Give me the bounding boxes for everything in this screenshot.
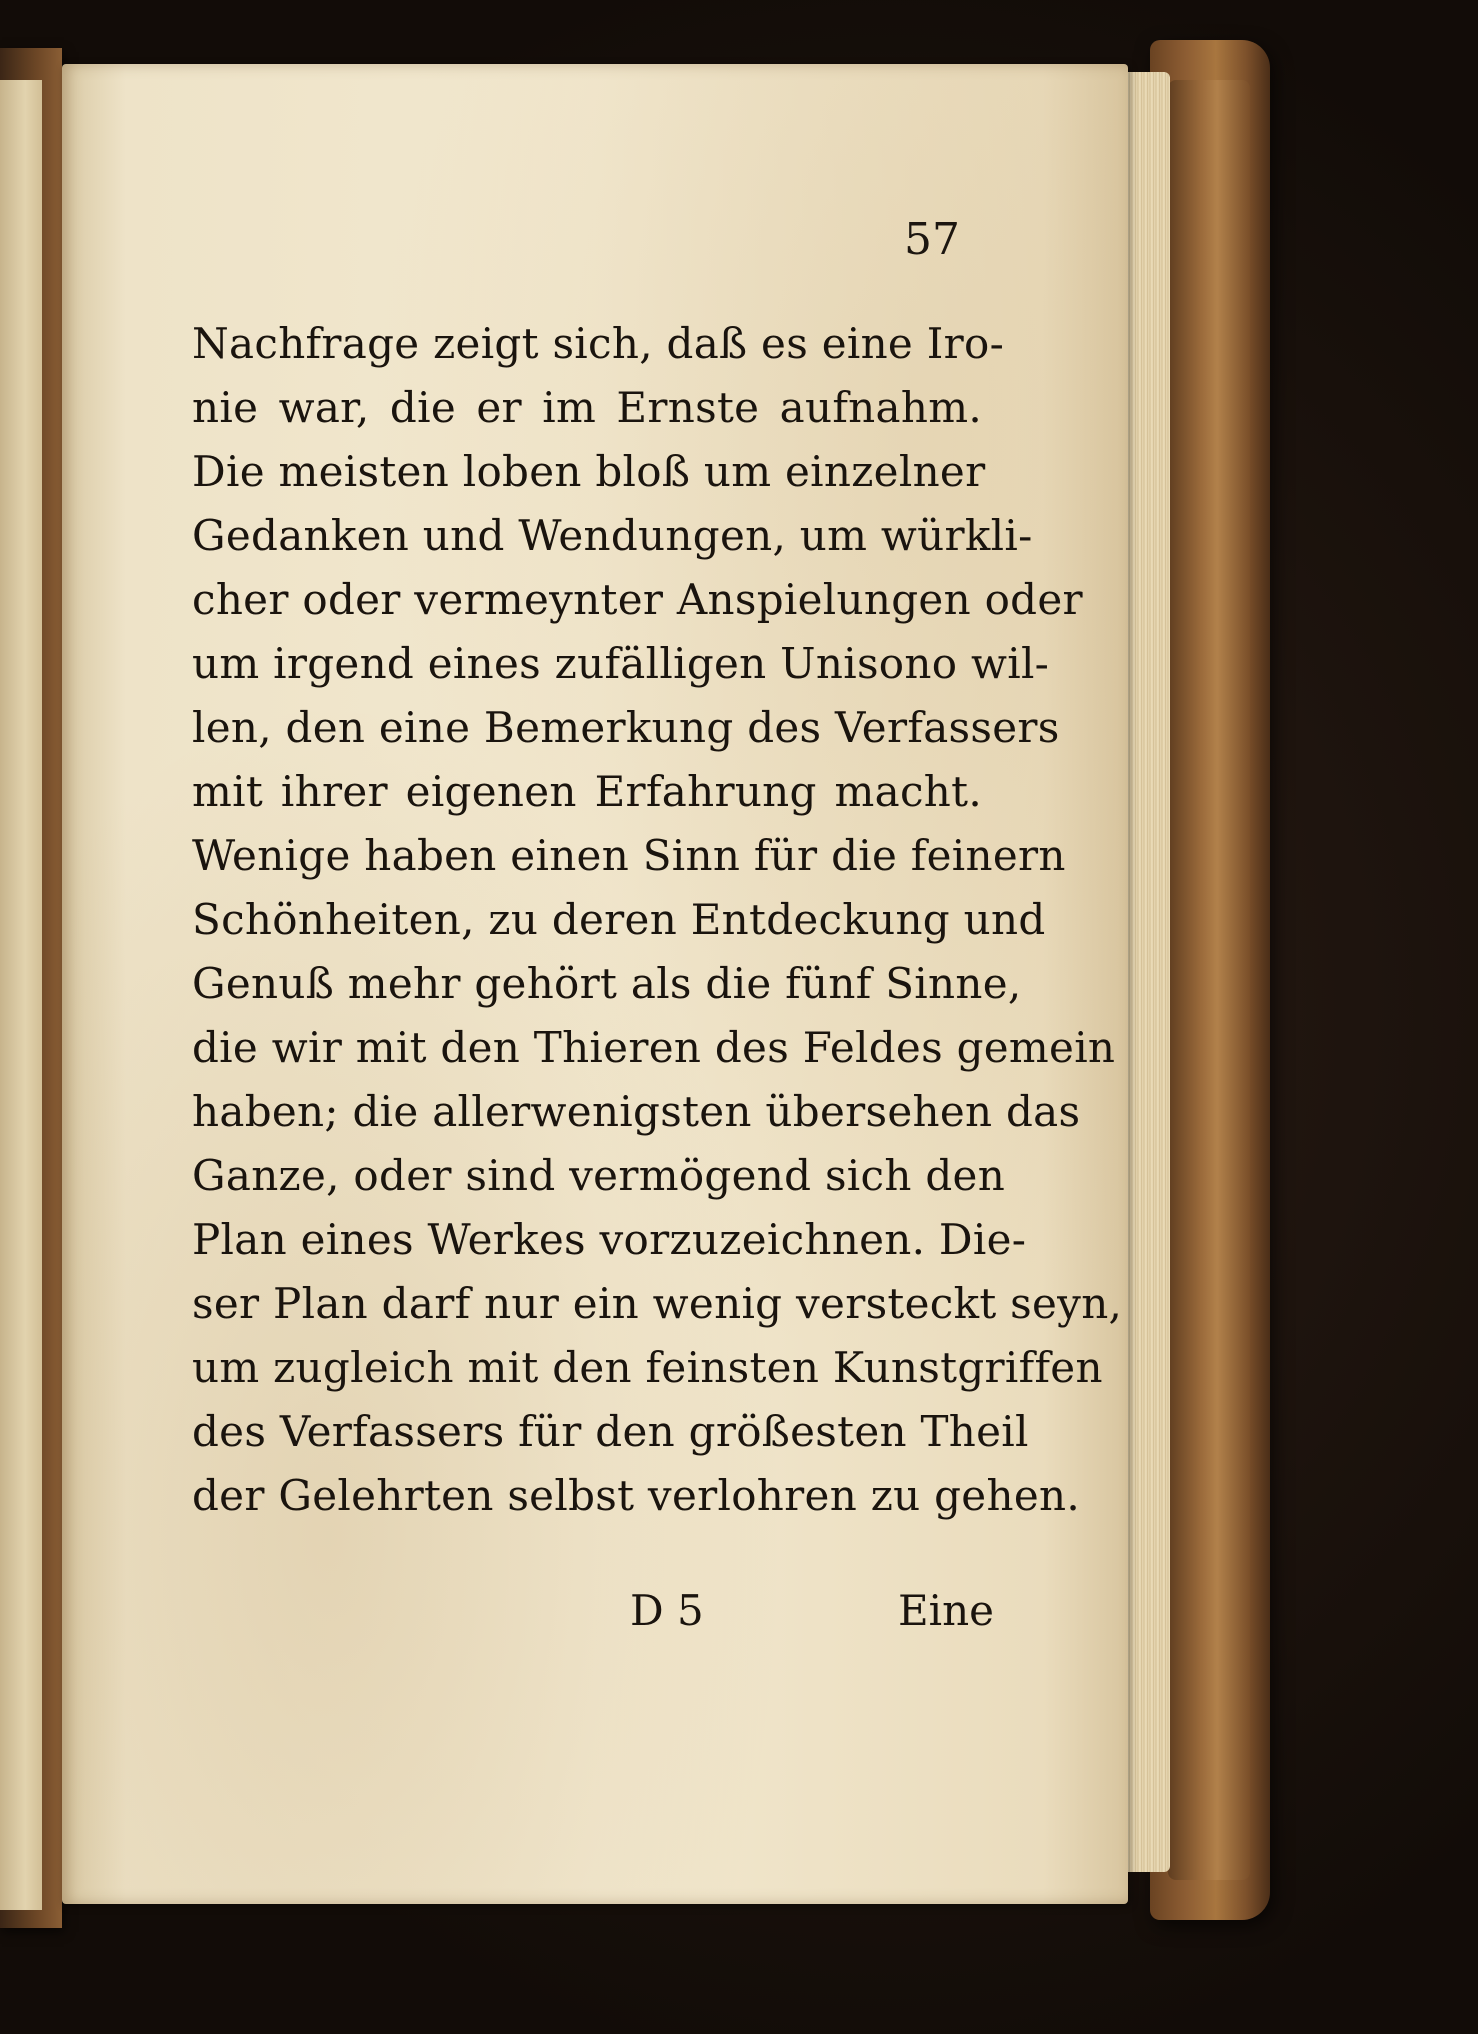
text-line: Nachfrage zeigt sich, daß es eine Iro- (192, 319, 1005, 368)
page-number: 57 (904, 214, 960, 265)
text-line: Schönheiten, zu deren Entdeckung und (192, 895, 1046, 944)
catchword: Eine (898, 1586, 994, 1635)
text-line: Genuß mehr gehört als die fünf Sinne, (192, 959, 1022, 1008)
text-line: der Gelehrten selbst verlohren zu gehen. (192, 1471, 1080, 1520)
text-line: Wenige haben einen Sinn für die feinern (192, 831, 1066, 880)
text-line: Die meisten loben bloß um einzelner (192, 447, 986, 496)
facing-page-edge (0, 80, 42, 1910)
cover-leather-spine (1168, 80, 1250, 1880)
text-line: des Verfassers für den größesten Theil (192, 1407, 1029, 1456)
text-line: cher oder vermeynter Anspielungen oder (192, 575, 1083, 624)
text-line: die wir mit den Thieren des Feldes gemein (192, 1023, 1116, 1072)
text-line: ser Plan darf nur ein wenig versteckt seyn, (192, 1279, 1123, 1328)
text-line: nie war, die er im Ernste aufnahm. (192, 383, 982, 432)
text-line: Ganze, oder sind vermögend sich den (192, 1151, 1006, 1200)
text-line: len, den eine Bemerkung des Verfassers (192, 703, 1060, 752)
text-line: um zugleich mit den feinsten Kunstgriffen (192, 1343, 1103, 1392)
signature-mark: D 5 (630, 1586, 704, 1635)
text-line: Plan eines Werkes vorzuzeichnen. Die- (192, 1215, 1027, 1264)
book-page (62, 64, 1128, 1904)
text-line: um irgend eines zufälligen Unisono wil- (192, 639, 1050, 688)
text-line: haben; die allerwenigsten übersehen das (192, 1087, 1081, 1136)
text-line: mit ihrer eigenen Erfahrung macht. (192, 767, 982, 816)
text-line: Gedanken und Wendungen, um würkli- (192, 511, 1033, 560)
